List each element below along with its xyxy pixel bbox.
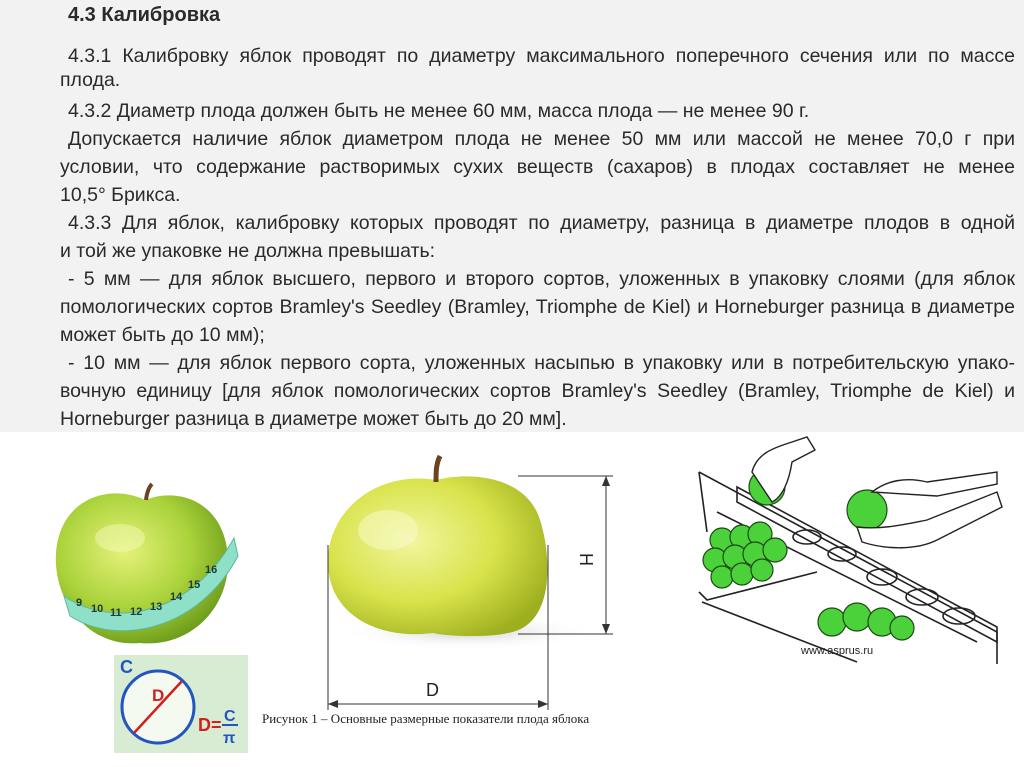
formula-denominator: π [223,730,236,747]
watermark-text: www.asprus.ru [801,645,874,657]
diameter-label: D [426,680,439,700]
tape-number: 9 [76,597,83,609]
formula-lhs: D= [198,715,222,735]
paragraph-line: условии, что содержание растворимых сухих веществ (сахаров) в плодах составляет не менее [60,156,1015,178]
paragraph-line: может быть до 10 мм); [60,324,265,346]
height-label: H [576,553,596,566]
paragraph-line: и той же упаковке не должна превышать: [60,240,436,262]
paragraph-line: - 5 мм — для яблок высшего, первого и второго сортов, уложенных в упаковку слоями (для яблок [68,268,1015,290]
paragraph-line: Horneburger разница в диаметре может быть до 20 мм]. [60,408,567,430]
paragraph-line: вочную единицу [для яблок помологических сортов Bramley's Seedley (Bramley, Triomphe de Kiel) и [60,380,1015,402]
paragraph-line: - 10 мм — для яблок первого сорта, уложенных насыпью в упаковку или в потребительскую упако- [68,352,1015,374]
figure-caption: Рисунок 1 – Основные размерные показатели плода яблока [262,711,590,726]
tape-number: 15 [188,579,201,591]
tape-number: 16 [205,564,218,576]
tape-number: 11 [110,607,122,619]
tape-number: 10 [91,603,104,615]
diameter-label: D [152,686,165,705]
section-heading: 4.3 Калибровка [68,4,221,26]
apple-dimensions-diagram [318,450,628,710]
circumference-label: C [120,657,133,677]
tape-number: 14 [170,591,183,603]
paragraph-line: помологических сортов Bramley's Seedley (Bramley, Triomphe de Kiel) и Horneburger разница в диаметре [60,296,1015,318]
paragraph-line: 4.3.3 Для яблок, калибровку которых проводят по диаметру, разница в диаметре плодов в одной [68,212,1015,234]
apple-measuring-tape-image [50,478,240,658]
paragraph-line: 10,5° Брикса. [60,184,181,206]
paragraph-line: плода. [60,69,121,91]
circumference-formula-image [114,655,248,753]
paragraph-line: 4.3.2 Диаметр плода должен быть не менее 60 мм, масса плода — не менее 90 г. [68,100,810,122]
formula-numerator: C [224,708,236,725]
tape-number: 13 [150,601,163,613]
paragraph-line: Допускается наличие яблок диаметром плода не менее 50 мм или массой не менее 70,0 г при [68,128,1015,150]
paragraph-line: 4.3.1 Калибровку яблок проводят по диаметру максимального поперечного сечения или по массе [68,45,1015,67]
tape-number: 12 [130,606,143,618]
apple-sizing-board-sketch [697,432,1007,667]
